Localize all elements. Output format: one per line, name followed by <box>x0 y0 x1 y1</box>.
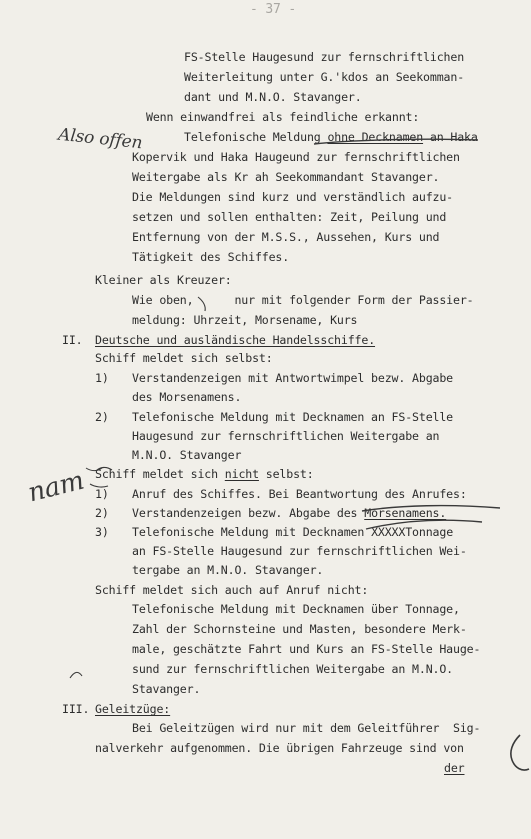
text-line: Telefonische Meldung mit Decknamen an FS-Stelle <box>132 410 454 424</box>
text-line: Stavanger. <box>132 682 201 696</box>
list-number: 1) <box>95 371 109 385</box>
section-number: III. <box>62 702 90 716</box>
underlined-text: ohne Decknamen <box>327 130 424 144</box>
text-line: nalverkehr aufgenommen. Die übrigen Fahrzeuge sind von <box>95 741 464 755</box>
text-segment: Verstandenzeigen bezw. Abgabe des <box>132 506 365 520</box>
text-segment: Telefonische Meldung mit Decknamen <box>132 525 372 539</box>
text-line: meldung: Uhrzeit, Morsename, Kurs <box>132 313 358 327</box>
text-line: Wie oben, nur mit folgender Form der Passier- <box>132 293 474 307</box>
text-line: Verstandenzeigen mit Antwortwimpel bezw. Abgabe <box>132 371 454 385</box>
text-line: Telefonische Meldung mit Decknamen über Tonnage, <box>132 602 460 616</box>
text-line: Entfernung von der M.S.S., Aussehen, Kurs und <box>132 230 440 244</box>
text-line: Schiff meldet sich auch auf Anruf nicht: <box>95 583 369 597</box>
text-line: Bei Geleitzügen wird nur mit dem Geleitführer Sig- <box>132 721 481 735</box>
page-number: - 37 - <box>250 2 297 17</box>
section-heading: Deutsche und ausländische Handelsschiffe. <box>95 333 376 347</box>
text-line: male, geschätzte Fahrt und Kurs an FS-Stelle Hauge- <box>132 642 481 656</box>
list-number: 2) <box>95 506 109 520</box>
text-segment: selbst: <box>258 467 314 481</box>
list-number: 1) <box>95 487 109 501</box>
text-line: setzen und sollen enthalten: Zeit, Peilung und <box>132 210 447 224</box>
list-number: 2) <box>95 410 109 424</box>
text-line: Schiff meldet sich selbst: <box>95 351 273 365</box>
text-line: der <box>444 761 465 775</box>
section-heading: Geleitzüge: <box>95 702 171 716</box>
text-line: M.N.O. Stavanger <box>132 448 242 462</box>
handwritten-note: nam <box>25 465 88 509</box>
text-segment: an Haka <box>423 130 478 144</box>
text-segment: Telefonische Meldung <box>184 130 328 144</box>
text-line: tergabe an M.N.O. Stavanger. <box>132 563 324 577</box>
text-line: Wenn einwandfrei als feindliche erkannt: <box>146 110 420 124</box>
underlined-text: Morsenamens. <box>364 506 447 520</box>
text-segment: Schiff meldet sich <box>95 467 225 481</box>
text-line: dant und M.N.O. Stavanger. <box>184 90 362 104</box>
text-line: Weitergabe als Kr ah Seekommandant Stavanger. <box>132 170 440 184</box>
text-line: FS-Stelle Haugesund zur fernschriftlichen <box>184 50 465 64</box>
list-number: 3) <box>95 525 109 539</box>
text-line: Weiterleitung unter G.'kdos an Seekomman- <box>184 70 465 84</box>
text-line: Tätigkeit des Schiffes. <box>132 250 290 264</box>
handwritten-note: Also offen <box>57 124 144 154</box>
text-line: Kopervik und Haka Haugeund zur fernschriftlichen <box>132 150 460 164</box>
underlined-text: nicht <box>224 467 259 481</box>
overtyped-text: XXXXXTonnage <box>371 525 454 539</box>
text-line: Haugesund zur fernschriftlichen Weitergabe an <box>132 429 440 443</box>
text-line: Zahl der Schornsteine und Masten, besondere Merk- <box>132 622 467 636</box>
text-line: Die Meldungen sind kurz und verständlich aufzu- <box>132 190 454 204</box>
text-line: sund zur fernschriftlichen Weitergabe an M.N.O. <box>132 662 454 676</box>
section-number: II. <box>62 333 83 347</box>
text-line: an FS-Stelle Haugesund zur fernschriftlichen Wei- <box>132 544 467 558</box>
text-line: Anruf des Schiffes. Bei Beantwortung des Anrufes: <box>132 487 467 501</box>
text-line: des Morsenamens. <box>132 390 242 404</box>
text-line: Kleiner als Kreuzer: <box>95 273 232 287</box>
